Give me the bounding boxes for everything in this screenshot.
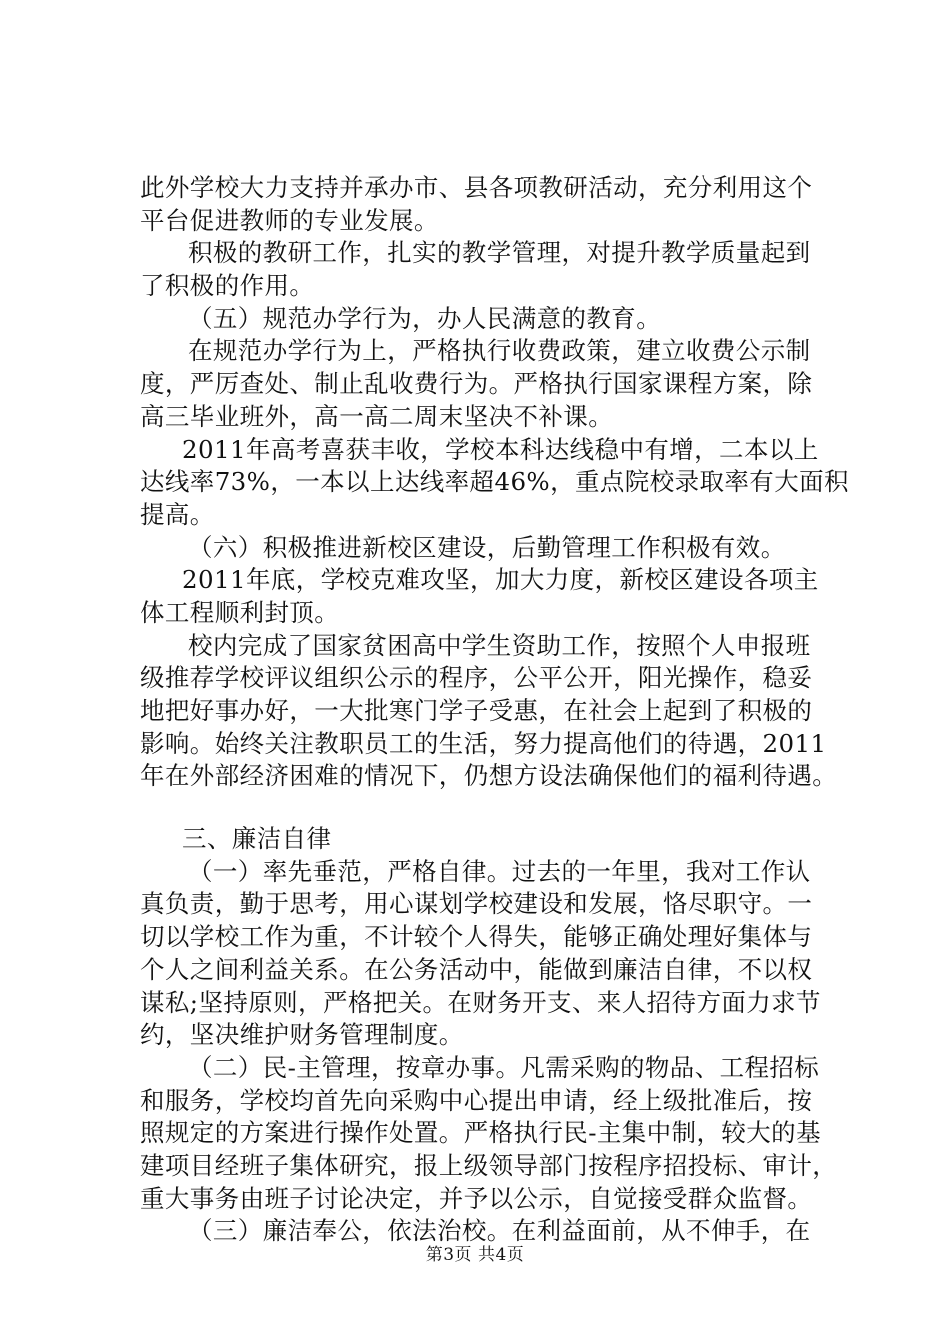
- text-line: 此外学校大力支持并承办市、县各项教研活动，充分利用这个: [140, 173, 813, 202]
- text-line: 谋私;坚持原则，严格把关。在财务开支、来人招待方面力求节: [140, 987, 821, 1017]
- text-line: 切以学校工作为重，不计较个人得失，能够正确处理好集体与: [140, 922, 813, 952]
- text-line: 校内完成了国家贫困高中学生资助工作，按照个人申报班: [188, 630, 811, 660]
- text-line: 高三毕业班外，高一高二周末坚决不补课。: [140, 401, 614, 431]
- text-line: 2011年底，学校克难攻坚，加大力度，新校区建设各项主: [182, 565, 819, 595]
- text-line: 年在外部经济困难的情况下，仍想方设法确保他们的福利待遇。: [140, 761, 838, 791]
- document-body: [140, 172, 849, 1248]
- text-line: 在规范办学行为上，严格执行收费政策，建立收费公示制: [188, 336, 811, 366]
- text-line: （二）民-主管理，按章办事。凡需采购的物品、工程招标: [188, 1052, 820, 1082]
- text-line: 体工程顺利封顶。: [140, 597, 340, 627]
- text-line: 影响。始终关注教职员工的生活，努力提高他们的待遇，2011: [140, 728, 827, 758]
- text-line: 积极的教研工作，扎实的教学管理，对提升教学质量起到: [188, 238, 811, 268]
- paragraph-gap: [140, 793, 840, 823]
- text-line: 真负责，勤于思考，用心谋划学校建设和发展，恪尽职守。一: [140, 889, 813, 919]
- text-line: 级推荐学校评议组织公示的程序，公平公开，阳光操作，稳妥: [140, 663, 813, 693]
- text-line: 建项目经班子集体研究，报上级领导部门按程序招投标、审计，: [140, 1150, 838, 1180]
- text-line: 提高。: [140, 499, 215, 529]
- text-line: （一）率先垂范，严格自律。过去的一年里，我对工作认: [188, 856, 811, 886]
- text-line: 地把好事办好，一大批寒门学子受惠，在社会上起到了积极的: [140, 696, 813, 725]
- text-line: 个人之间利益关系。在公务活动中，能做到廉洁自律，不以权: [140, 954, 813, 984]
- chapter-heading: 三、廉洁自律: [182, 824, 332, 854]
- text-line: 2011年高考喜获丰收，学校本科达线稳中有增，二本以上: [182, 434, 819, 464]
- text-line: 和服务，学校均首先向采购中心提出申请，经上级批准后，按: [140, 1085, 813, 1115]
- text-line: （三）廉洁奉公，依法治校。在利益面前，从不伸手，在: [188, 1216, 811, 1246]
- text-line: 达线率73%，一本以上达线率超46%，重点院校录取率有大面积: [140, 467, 849, 497]
- section-heading: （六）积极推进新校区建设，后勤管理工作积极有效。: [188, 532, 786, 562]
- text-line: 了积极的作用。: [140, 271, 315, 301]
- text-line: 照规定的方案进行操作处置。严格执行民-主集中制，较大的基: [140, 1118, 821, 1148]
- text-line: 度，严厉查处、制止乱收费行为。严格执行国家课程方案，除: [140, 369, 813, 399]
- text-line: 平台促进教师的专业发展。: [140, 205, 439, 235]
- page-number-footer: 第3页 共4页: [425, 1245, 525, 1265]
- text-line: 重大事务由班子讨论决定，并予以公示，自觉接受群众监督。: [140, 1183, 813, 1213]
- text-line: 约，坚决维护财务管理制度。: [140, 1020, 464, 1050]
- section-heading: （五）规范办学行为，办人民满意的教育。: [188, 303, 662, 333]
